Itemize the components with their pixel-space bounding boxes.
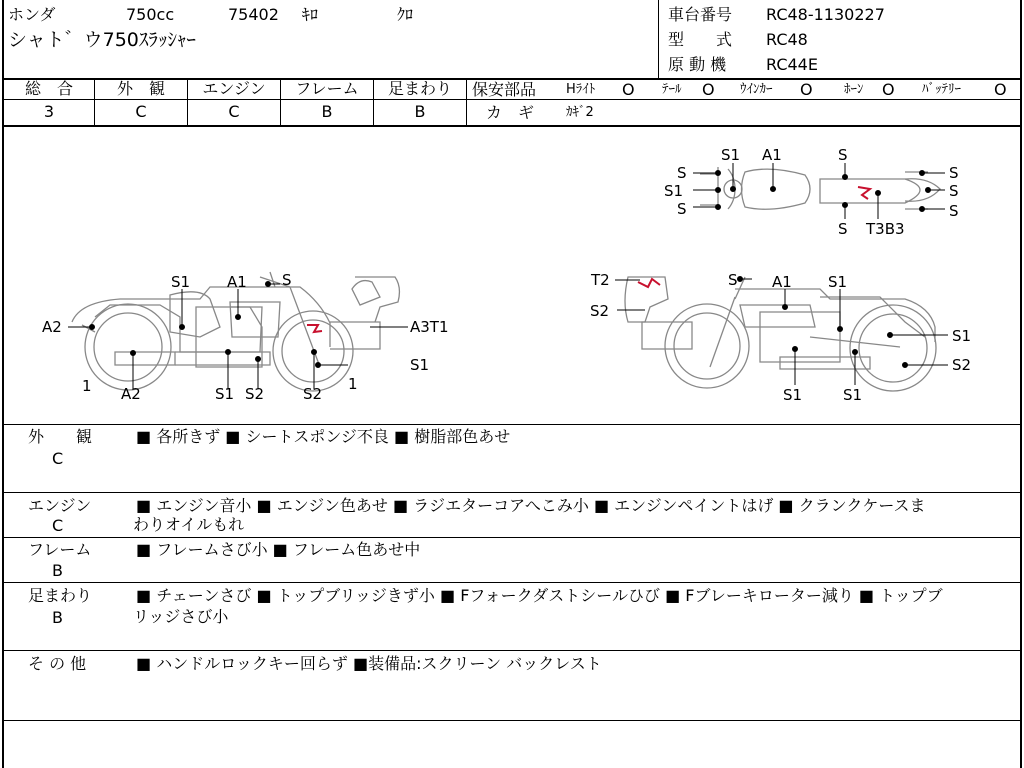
left-label-s: S [282, 271, 292, 289]
top-label-s-top: S [838, 146, 848, 164]
mileage-unit: ｷﾛ [302, 5, 319, 24]
top-label-s1: S1 [721, 146, 741, 164]
model-type-label: 型 式 [668, 30, 733, 49]
left-label-s2-bottom: S2 [245, 385, 265, 403]
grade-exterior-label: 外 観 [116, 79, 165, 98]
note-suspension-text-cont: リッジさび小 [133, 607, 229, 626]
engine-type-value: RC44E [766, 55, 818, 74]
displacement: 750cc [126, 5, 175, 24]
left-label-1-rear: 1 [82, 377, 92, 395]
safety-battery-label: ﾊﾞｯﾃﾘｰ [922, 82, 961, 97]
frame-number-label: 車台番号 [668, 5, 733, 24]
frame-number-value: RC48-1130227 [766, 5, 885, 24]
model-type-value: RC48 [766, 30, 808, 49]
safety-horn-label: ﾎｰﾝ [844, 82, 864, 97]
left-label-s2-front: S2 [303, 385, 323, 403]
grade-col-5 [466, 78, 467, 126]
grade-engine-label: エンジン [202, 79, 266, 98]
right-label-s: S [728, 271, 738, 289]
note-frame-grade: B [52, 561, 63, 580]
note-exterior-grade: C [52, 449, 64, 468]
left-label-s1-bottom: S1 [215, 385, 235, 403]
key-value: ｶｷﾞ2 [566, 105, 594, 120]
note-engine-text: ■ エンジン音小 ■ エンジン色あせ ■ ラジエターコアへこみ小 ■ エンジンペイントはげ ■ クランクケースま [136, 496, 926, 515]
note-suspension-category: 足まわり [28, 586, 93, 605]
right-label-s2-rear: S2 [952, 356, 972, 374]
top-label-s-right1: S [949, 164, 959, 182]
note-other-text: ■ ハンドルロックキー回らず ■装備品:スクリーン バックレスト [136, 654, 602, 673]
right-label-s1-rear: S1 [952, 327, 972, 345]
right-label-a1: A1 [772, 273, 792, 291]
grade-suspension-value: B [414, 102, 426, 121]
left-label-a2-rear: A2 [42, 318, 62, 336]
safety-tail-status: O [702, 80, 715, 99]
note-sep-1 [2, 492, 1022, 493]
note-engine-category: エンジン [28, 496, 92, 515]
damage-marks [307, 187, 870, 332]
right-label-s1-top: S1 [828, 273, 848, 291]
grade-suspension-label: 足まわり [387, 79, 452, 98]
safety-title: 保安部品 [472, 80, 537, 99]
right-label-s1-bottom2: S1 [843, 386, 863, 404]
damage-diagram [0, 127, 1024, 424]
make: ホンダ [8, 5, 56, 24]
safety-headlight-status: O [622, 80, 635, 99]
note-sep-4 [2, 650, 1022, 651]
engine-type-label: 原 動 機 [668, 55, 727, 74]
note-frame-category: フレーム [28, 540, 92, 559]
note-other-category: そ の 他 [28, 654, 87, 673]
note-sep-3 [2, 582, 1022, 583]
note-engine-grade: C [52, 516, 64, 535]
grade-exterior-value: C [135, 102, 147, 121]
left-label-s1-front: S1 [410, 356, 430, 374]
grades-mid [2, 99, 1022, 100]
top-label-t3b3: T3B3 [866, 220, 905, 238]
right-label-s2-front: S2 [590, 302, 610, 320]
model-name: シャト゛ウ750ｽﾗｯｼｬｰ [8, 29, 196, 51]
diagram-bottom [2, 424, 1022, 425]
grade-total-value: 3 [43, 102, 55, 121]
grade-total-label: 総 合 [24, 79, 73, 98]
mileage: 75402 [228, 5, 279, 24]
safety-battery-status: O [994, 80, 1007, 99]
left-label-a1: A1 [227, 273, 247, 291]
top-label-s-left1: S [677, 164, 687, 182]
top-view-motorcycle-outline [700, 167, 940, 209]
top-label-s-left2: S [677, 200, 687, 218]
note-frame-text: ■ フレームさび小 ■ フレーム色あせ中 [136, 540, 421, 559]
right-label-t2: T2 [591, 271, 610, 289]
note-exterior-category: 外 観 [28, 427, 93, 446]
header-divider-v [658, 0, 659, 78]
top-label-s-right3: S [949, 202, 959, 220]
color: ｸﾛ [397, 5, 414, 24]
note-sep-5 [2, 720, 1022, 721]
top-label-s-right2: S [949, 182, 959, 200]
note-exterior-text: ■ 各所きず ■ シートスポンジ不良 ■ 樹脂部色あせ [136, 427, 511, 446]
left-label-a3t1: A3T1 [410, 318, 449, 336]
safety-headlight-label: Hﾗｲﾄ [566, 82, 596, 97]
top-label-s1-left: S1 [664, 182, 684, 200]
note-suspension-text: ■ チェーンさび ■ トップブリッジきず小 ■ Fフォークダストシールひび ■ Fブレーキローター減り ■ トップブ [136, 586, 943, 605]
top-label-s-bottom: S [838, 220, 848, 238]
left-label-1-front: 1 [348, 375, 358, 393]
left-label-s1: S1 [171, 273, 191, 291]
safety-winker-label: ｳｲﾝｶｰ [740, 82, 773, 97]
right-label-s1-bottom1: S1 [783, 386, 803, 404]
grade-frame-value: B [321, 102, 333, 121]
key-label: カ ギ [486, 103, 535, 122]
top-label-a1: A1 [762, 146, 782, 164]
note-sep-2 [2, 537, 1022, 538]
left-label-a2: A2 [121, 385, 141, 403]
safety-winker-status: O [800, 80, 813, 99]
grade-engine-value: C [228, 102, 240, 121]
note-engine-text-cont: わりオイルもれ [133, 515, 245, 534]
note-suspension-grade: B [52, 608, 63, 627]
motorcycle-diagram-svg [0, 127, 1024, 424]
grade-frame-label: フレーム [295, 79, 359, 98]
safety-horn-status: O [882, 80, 895, 99]
safety-tail-label: ﾃｰﾙ [662, 82, 682, 97]
